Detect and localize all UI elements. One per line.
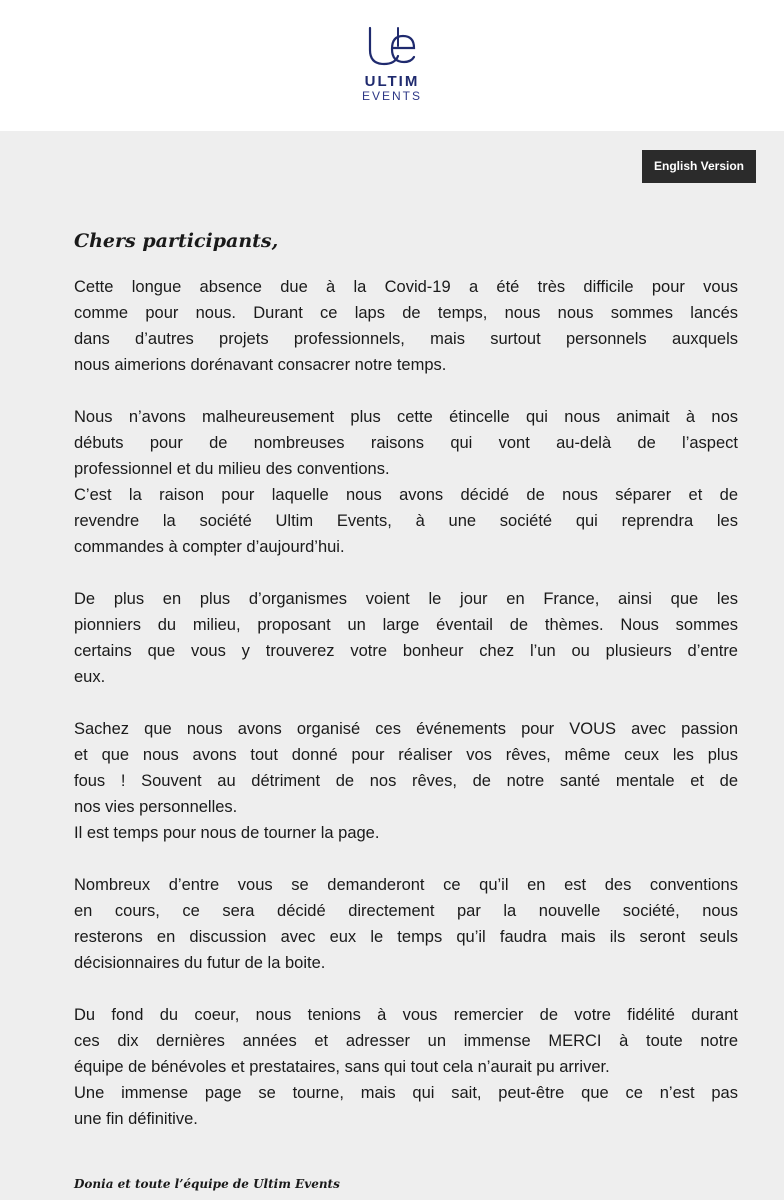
text-line: revendre la société Ultim Events, à une société qui reprendra les: [74, 512, 738, 530]
paragraph-gap: [74, 976, 738, 1002]
text-line: C’est la raison pour laquelle nous avons décidé de nous séparer et de: [74, 486, 738, 504]
text-line: commandes à compter d’aujourd’hui.: [74, 538, 345, 556]
paragraph: [74, 586, 738, 690]
paragraph: [74, 1002, 738, 1132]
brand-name: ULTIM: [364, 73, 420, 90]
paragraph-gap: [74, 560, 738, 586]
text-line: dans d’autres projets professionnels, mais surtout personnels auxquels: [74, 330, 738, 348]
greeting: Chers participants,: [74, 230, 279, 252]
paragraph-gap: [74, 378, 738, 404]
text-line: et que nous avons tout donné pour réaliser vos rêves, même ceux les plus: [74, 746, 738, 764]
ultim-events-logo[interactable]: [352, 24, 432, 108]
text-line: nos vies personnelles.: [74, 798, 238, 816]
text-line: professionnel et du milieu des conventions.: [74, 460, 390, 478]
paragraph-gap: [74, 846, 738, 872]
text-line: une fin définitive.: [74, 1110, 198, 1128]
brand-subtitle: EVENTS: [361, 89, 422, 103]
text-line: De plus en plus d’organismes voient le jour en France, ainsi que les: [74, 590, 738, 608]
letter-body: [74, 220, 738, 1132]
paragraph-gap: [74, 690, 738, 716]
text-line: Du fond du coeur, nous tenions à vous remercier de votre fidélité durant: [74, 1006, 738, 1024]
ue-monogram-icon: [362, 24, 422, 70]
paragraphs: [74, 274, 738, 1132]
paragraph: [74, 404, 738, 560]
text-line: Une immense page se tourne, mais qui sait, peut-être que ce n’est pas: [74, 1084, 738, 1102]
text-line: Cette longue absence due à la Covid-19 a été très difficile pour vous: [74, 278, 738, 296]
english-version-button[interactable]: English Version: [642, 150, 756, 183]
text-line: Il est temps pour nous de tourner la page.: [74, 824, 380, 842]
text-line: fous ! Souvent au détriment de nos rêves, de notre santé mentale et de: [74, 772, 738, 790]
text-line: en cours, ce sera décidé directement par la nouvelle société, nous: [74, 902, 738, 920]
text-line: équipe de bénévoles et prestataires, sans qui tout cela n’aurait pu arriver.: [74, 1058, 610, 1076]
paragraph: [74, 274, 738, 378]
text-line: resterons en discussion avec eux le temps qu’il faudra mais ils seront seuls: [74, 928, 738, 946]
text-line: comme pour nous. Durant ce laps de temps, nous nous sommes lancés: [74, 304, 738, 322]
text-line: nous aimerions dorénavant consacrer notre temps.: [74, 356, 447, 374]
text-line: Nous n’avons malheureusement plus cette étincelle qui nous animait à nos: [74, 408, 738, 426]
text-line: eux.: [74, 668, 106, 686]
text-line: ces dix dernières années et adresser un immense MERCI à toute notre: [74, 1032, 738, 1050]
text-line: Sachez que nous avons organisé ces événements pour VOUS avec passion: [74, 720, 738, 738]
text-line: pionniers du milieu, proposant un large éventail de thèmes. Nous sommes: [74, 616, 738, 634]
text-line: Nombreux d’entre vous se demanderont ce qu’il en est des conventions: [74, 876, 738, 894]
header: [0, 0, 784, 131]
text-line: décisionnaires du futur de la boite.: [74, 954, 326, 972]
signature: Donia et toute l’équipe de Ultim Events: [74, 1177, 340, 1191]
paragraph: [74, 872, 738, 976]
paragraph: [74, 716, 738, 846]
text-line: débuts pour de nombreuses raisons qui vont au-delà de l’aspect: [74, 434, 738, 452]
text-line: certains que vous y trouverez votre bonheur chez l’un ou plusieurs d’entre: [74, 642, 738, 660]
